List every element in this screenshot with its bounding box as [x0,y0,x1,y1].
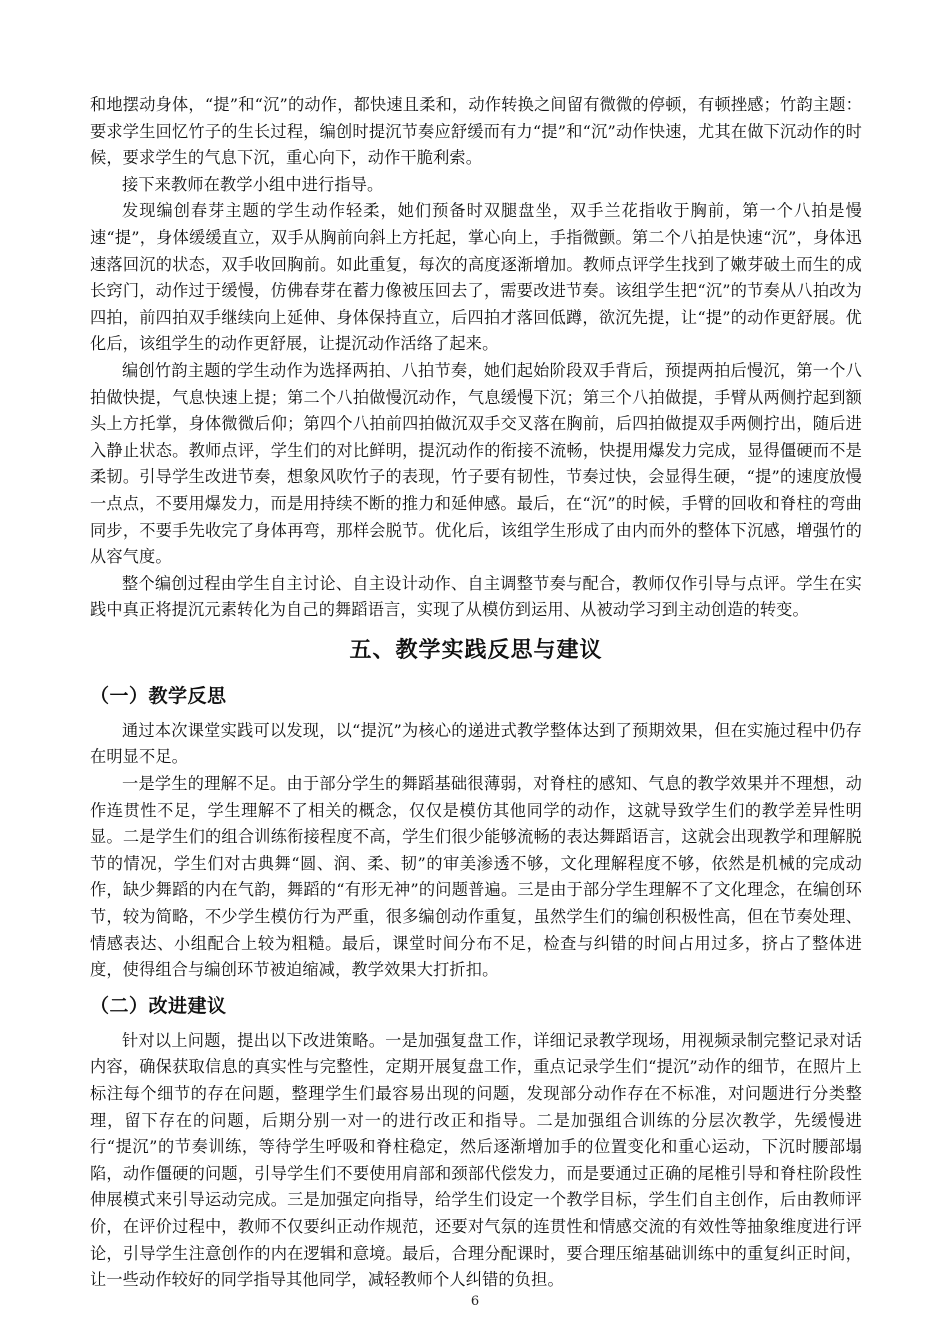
subsection-title-reflection: （一）教学反思 [90,684,227,707]
paragraph-guidance-intro: 接下来教师在教学小组中进行指导。 [122,174,384,194]
page-number: 6 [470,1294,480,1309]
paragraph-reflection-issues: 一是学生的理解不足。由于部分学生的舞蹈基础很薄弱，对脊柱的感知、气息的教学效果并不理想，动作连贯性不足，学生理解不了相关的概念，仅仅是模仿其他同学的动作，这就导致学生们的教学差异性明显。二是学生们的组合训练衔接程度不高，学生们很少能够流畅的表达舞蹈语言，这就会出现教学和理解脱节的情况，学生们对古典舞“圆、润、柔、韧”的审美渗透不够，文化理解程度不够，依然是机械的完成动作，缺少舞蹈的内在气韵，舞蹈的“有形无神”的问题普遍。三是由于部分学生理解不了文化理念，在编创环节，较为简略，不少学生模仿行为严重，很多编创动作重复，虽然学生们的编创积极性高，但在节奏处理、情感表达、小组配合上较为粗糙。最后，课堂时间分布不足，检查与纠错的时间占用过多，挤占了整体进度，使得组合与编创环节被迫缩减，教学效果大打折扣。 [90,774,862,980]
paragraph-spring-bud-theme: 发现编创春芽主题的学生动作轻柔，她们预备时双腿盘坐，双手兰花指收于胸前，第一个八拍是慢速“提”，身体缓缓直立，双手从胸前向斜上方托起，掌心向上，手指微颤。第二个八拍是快速“沉”，身体迅速落回沉的状态，双手收回胸前。如此重复，每次的高度逐渐增加。教师点评学生找到了嫩芽破土而生的成长窍门，动作过于缓慢，仿佛春芽在蓄力像被压回去了，需要改进节奏。该组学生把“沉”的节奏从八拍改为四拍，前四拍双手继续向上延伸、身体保持直立，后四拍才落回低蹲，欲沉先提，让“提”的动作更舒展。优化后，该组学生的动作更舒展，让提沉动作活络了起来。 [90,201,862,354]
page-body [90,92,862,1294]
subsection-title-suggestions: （二）改进建议 [90,994,227,1017]
paragraph-bamboo-theme: 编创竹韵主题的学生动作为选择两拍、八拍节奏，她们起始阶段双手背后，预提两拍后慢沉，第一个八拍做快提，气息快速上提；第二个八拍做慢沉动作，气息缓慢下沉；第三个八拍做提，手臂从两侧拧起到额头上方托掌，身体微微后仰；第四个八拍前四拍做沉双手交叉落在胸前，后四拍做提双手两侧拧出，随后进入静止状态。教师点评，学生们的对比鲜明，提沉动作的衔接不流畅，快提用爆发力完成，显得僵硬而不是柔韧。引导学生改进节奏，想象风吹竹子的表现，竹子要有韧性，节奏过快，会显得生硬，“提”的速度放慢一点点，不要用爆发力，而是用持续不断的推力和延伸感。最后，在“沉”的时候，手臂的回收和脊柱的弯曲同步，不要手先收完了身体再弯，那样会脱节。优化后，该组学生形成了由内而外的整体下沉感，增强竹的从容气度。 [90,360,862,567]
paragraph-suggestions: 针对以上问题，提出以下改进策略。一是加强复盘工作，详细记录教学现场，用视频录制完整记录对话内容，确保获取信息的真实性与完整性，定期开展复盘工作，重点记录学生们“提沉”动作的细节，在照片上标注每个细节的存在问题，整理学生们最容易出现的问题，发现部分动作存在不标准，对问题进行分类整理，留下存在的问题，后期分别一对一的进行改正和指导。二是加强组合训练的分层次教学，先缓慢进行“提沉”的节奏训练，等待学生呼吸和脊柱稳定，然后逐渐增加手的位置变化和重心运动，下沉时腰部塌陷，动作僵硬的问题，引导学生们不要使用肩部和颈部代偿发力，而是要通过正确的尾椎引导和脊柱阶段性伸展模式来引导运动完成。三是加强定向指导，给学生们设定一个教学目标，学生们自主创作，后由教师评价，在评价过程中，教师不仅要纠正动作规范，还要对气氛的连贯性和情感交流的有效性等抽象维度进行评论，引导学生注意创作的内在逻辑和意境。最后，合理分配课时，要合理压缩基础训练中的重复纠正时间，让一些动作较好的同学指导其他同学，减轻教师个人纠错的负担。 [90,1030,862,1290]
paragraph-continued: 和地摆动身体，“提”和“沉”的动作，都快速且柔和，动作转换之间留有微微的停顿，有顿挫感；竹韵主题：要求学生回忆竹子的生长过程，编创时提沉节奏应舒缓而有力“提”和“沉”动作快速，尤其在做下沉动作的时候，要求学生的气息下沉，重心向下，动作干脆利索。 [90,95,862,168]
paragraph-process-summary: 整个编创过程由学生自主讨论、自主设计动作、自主调整节奏与配合，教师仅作引导与点评。学生在实践中真正将提沉元素转化为自己的舞蹈语言，实现了从模仿到运用、从被动学习到主动创造的转变。 [90,573,862,620]
paragraph-reflection-overview: 通过本次课堂实践可以发现，以“提沉”为核心的递进式教学整体达到了预期效果，但在实施过程中仍存在明显不足。 [90,720,862,767]
section-title: 五、教学实践反思与建议 [349,637,603,663]
